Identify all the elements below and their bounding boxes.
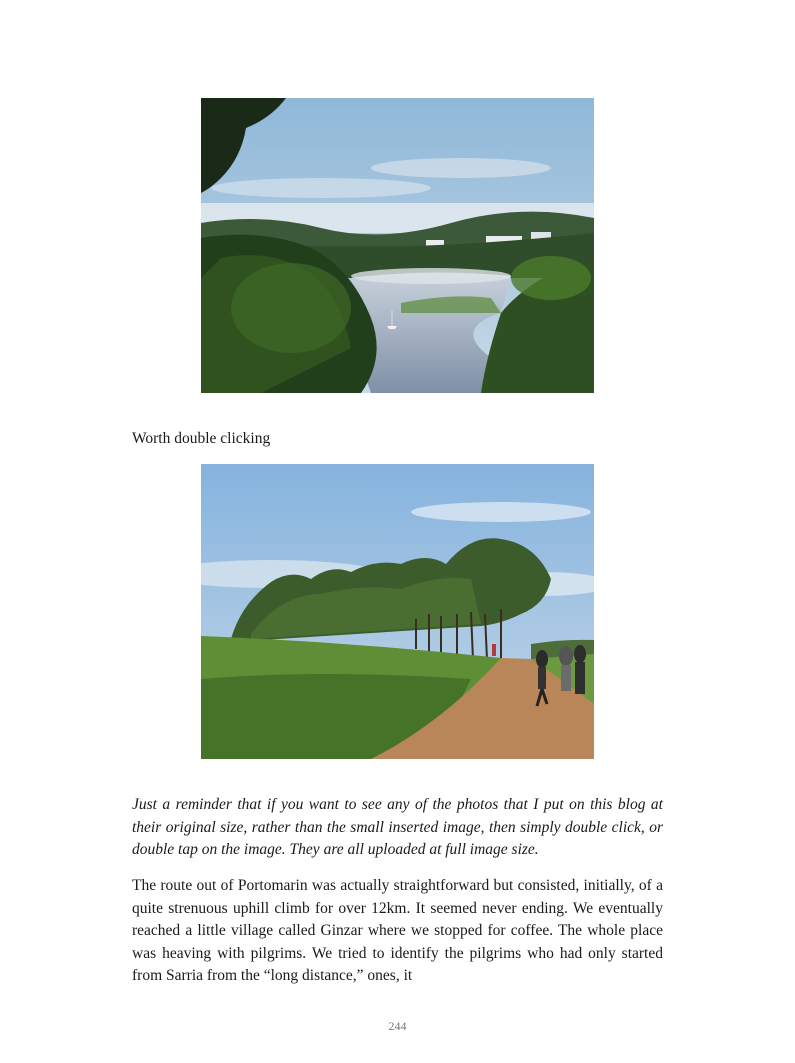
photo-misty-river[interactable] [201,98,594,393]
photo-pilgrims-path[interactable] [201,464,594,759]
misty-river-image [201,98,594,393]
route-paragraph: The route out of Portomarin was actually straightforward but consisted, initially, of a quite strenuous uphill climb for over 12km. It seemed never ending. We eventually reached a little village called Ginzar where we stopped for coffee. The whole place was heaving with pilgrims. We tried to identify the pilgrims who had only started from Sarria from the “long distance,” ones, it [132,877,663,984]
reminder-paragraph: Just a reminder that if you want to see any of the photos that I put on this blog at their original size, rather than the small inserted image, then simply double click, or double tap on the image. They are all uploaded at full image size. [132,796,663,858]
pilgrims-path-image [201,464,594,759]
page-number: 244 [388,1019,407,1033]
photo-caption: Worth double clicking [132,430,271,447]
